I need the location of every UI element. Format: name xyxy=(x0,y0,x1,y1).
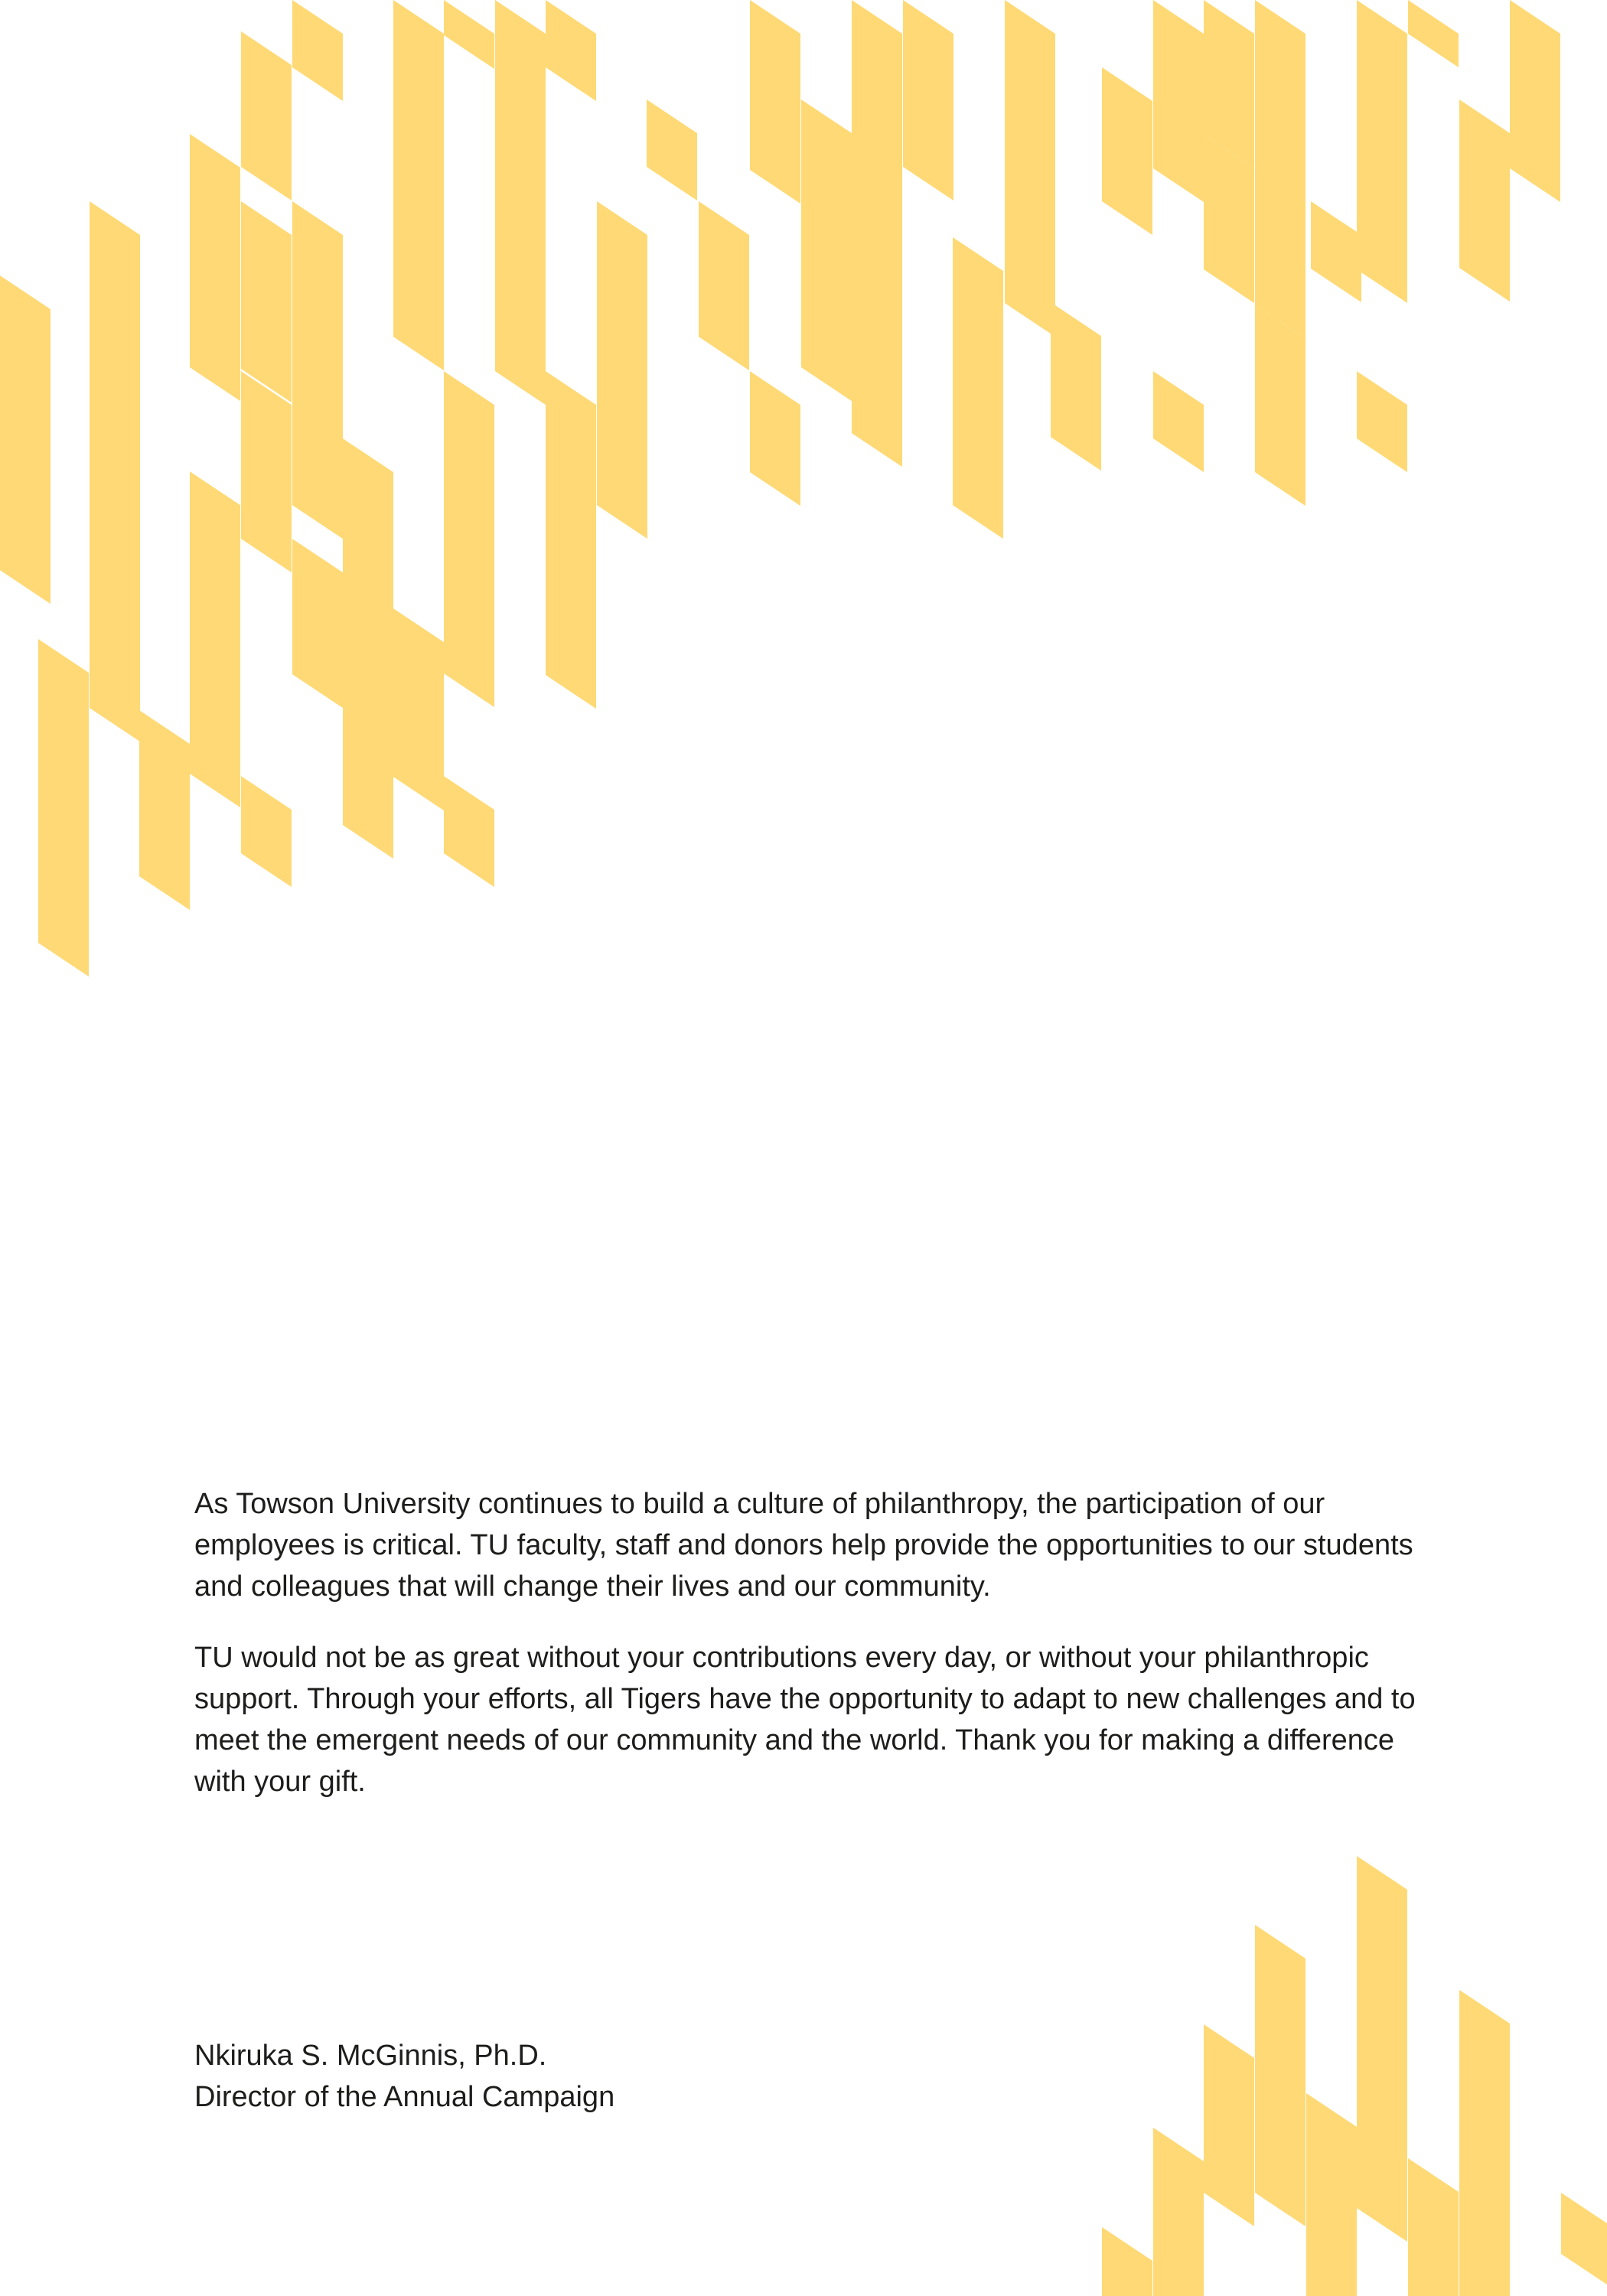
decorative-stripe xyxy=(190,471,240,807)
decorative-stripe xyxy=(1153,2128,1204,2296)
decorative-stripe xyxy=(190,134,240,401)
decorative-stripe xyxy=(1255,1925,1305,2226)
decorative-stripe xyxy=(597,201,647,539)
decorative-stripe xyxy=(444,776,494,887)
signer-name: Nkiruka S. McGinnis, Ph.D. xyxy=(194,2040,547,2072)
decorative-stripe xyxy=(1357,1856,1407,2242)
decorative-stripe xyxy=(699,201,749,370)
letter-paragraph-2: TU would not be as great without your contributions every day, or without your philanthropic support. Through your efforts, all Tigers have the opportunity to adapt to new challenges and to meet the emergent needs of our community and the world. Thank you for making a difference with your gift. xyxy=(194,1642,1416,1798)
decorative-stripe xyxy=(1306,2093,1357,2296)
decorative-stripe xyxy=(1005,0,1055,337)
decorative-stripe xyxy=(647,99,697,201)
decorative-stripe xyxy=(852,0,902,467)
decorative-stripe xyxy=(139,710,190,910)
decorative-stripe xyxy=(1311,201,1361,302)
decorative-stripe xyxy=(546,0,596,101)
decorative-stripe xyxy=(1102,67,1152,235)
decorative-stripe xyxy=(241,371,292,572)
decorative-stripe xyxy=(0,276,51,604)
decorative-stripe xyxy=(1459,99,1510,302)
decorative-stripe xyxy=(495,0,546,405)
decorative-stripe xyxy=(1051,302,1101,471)
letter-body xyxy=(194,1483,1449,1832)
decorative-stripe xyxy=(1408,2158,1459,2296)
decorative-stripe xyxy=(953,237,1003,539)
decorative-stripe xyxy=(1561,2193,1607,2288)
decorative-stripe xyxy=(292,201,343,539)
signer-title: Director of the Annual Campaign xyxy=(194,2081,615,2113)
decorative-stripe xyxy=(1459,1990,1510,2296)
signature-block xyxy=(194,2035,614,2118)
decorative-stripe xyxy=(546,505,596,706)
decorative-stripe xyxy=(241,31,292,201)
decorative-stripe xyxy=(393,608,444,810)
decorative-stripe xyxy=(241,776,292,887)
decorative-stripe xyxy=(750,371,800,506)
decorative-stripe xyxy=(343,439,393,859)
decorative-stripe xyxy=(292,539,343,708)
letter-paragraph-1: As Towson University continues to build a culture of philanthropy, the participation of our employees is critical. TU faculty, staff and donors help provide the opportunities to our students and colleagues that will change their lives and our community. xyxy=(194,1488,1413,1603)
decorative-stripe xyxy=(1153,0,1204,202)
decorative-stripe xyxy=(393,0,444,370)
decorative-stripe xyxy=(1204,2024,1254,2226)
decorative-stripe xyxy=(1357,371,1407,472)
decorative-stripe xyxy=(1357,0,1407,303)
decorative-stripe xyxy=(1153,371,1204,472)
decorative-stripe xyxy=(1255,305,1305,506)
decorative-stripe xyxy=(1408,0,1459,67)
decorative-stripe xyxy=(1102,2227,1152,2296)
decorative-stripe xyxy=(90,201,140,742)
decorative-stripe xyxy=(1255,0,1305,338)
decorative-stripe xyxy=(801,99,852,401)
decorative-stripe xyxy=(444,0,494,69)
decorative-stripe xyxy=(38,639,89,977)
decorative-stripe xyxy=(444,371,494,707)
decorative-stripe xyxy=(750,0,800,204)
decorative-stripe xyxy=(1510,0,1560,202)
decorative-stripe xyxy=(292,0,343,101)
decorative-stripe xyxy=(241,201,292,403)
